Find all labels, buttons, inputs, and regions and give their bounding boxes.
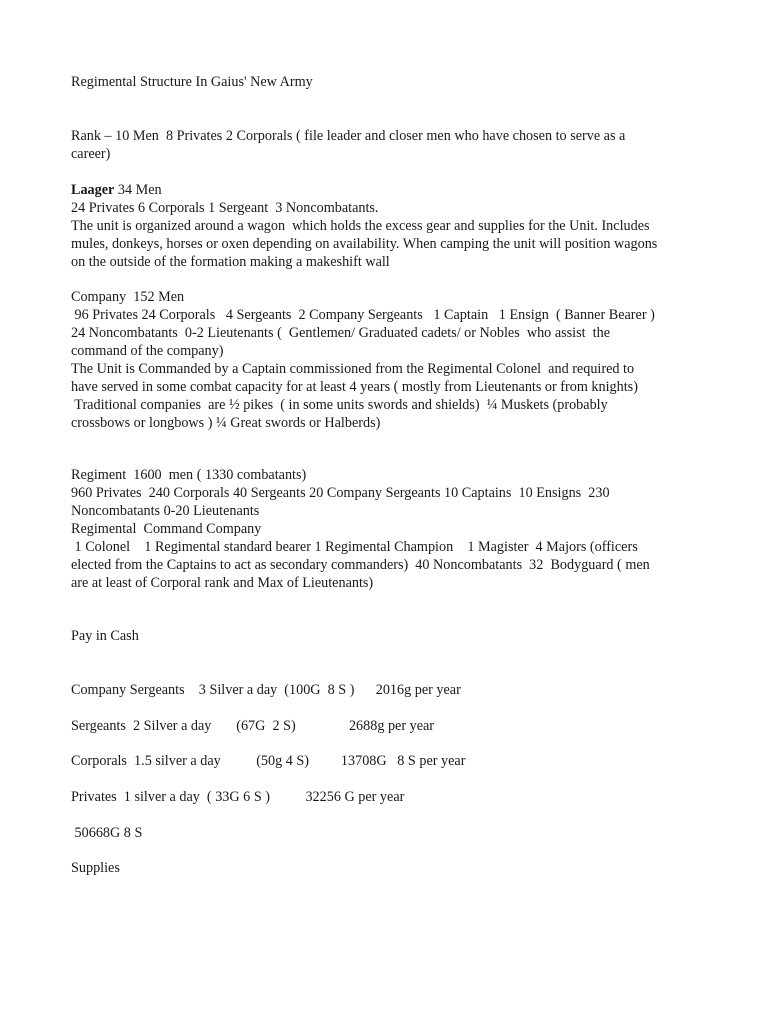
pay-row-privates: Privates 1 silver a day ( 33G 6 S ) 32256 G per year [71,789,405,805]
rank-line-2: career) [71,146,111,162]
regiment-line: Noncombatants 0-20 Lieutenants [71,503,260,519]
laager-heading-line [71,181,162,199]
laager-heading-rest: 34 Men [114,182,162,198]
supplies-heading: Supplies [71,860,120,876]
regiment-line: elected from the Captains to act as secondary commanders) 40 Noncombatants 32 Bodyguard ( men [71,557,650,573]
document-title: Regimental Structure In Gaius' New Army [71,74,313,90]
company-line: Traditional companies are ½ pikes ( in some units swords and shields) ¼ Muskets (probably [71,397,608,413]
laager-heading: Laager [71,182,115,198]
company-line: command of the company) [71,343,224,359]
company-line: have served in some combat capacity for at least 4 years ( mostly from Lieutenants or from knights) [71,379,638,395]
company-line: The Unit is Commanded by a Captain commissioned from the Regimental Colonel and required to [71,361,635,377]
regiment-command-heading: Regimental Command Company [71,521,262,537]
laager-line: on the outside of the formation making a makeshift wall [71,254,390,270]
laager-line: mules, donkeys, horses or oxen depending on availability. When camping the unit will position wagons [71,236,658,252]
rank-line-1: Rank – 10 Men 8 Privates 2 Corporals ( file leader and closer men who have chosen to serve as a [71,128,626,144]
regiment-heading: Regiment 1600 men ( 1330 combatants) [71,467,307,483]
pay-heading: Pay in Cash [71,628,139,644]
company-line: 96 Privates 24 Corporals 4 Sergeants 2 Company Sergeants 1 Captain 1 Ensign ( Banner Bearer ) [71,307,655,323]
regiment-line: are at least of Corporal rank and Max of Lieutenants) [71,575,374,591]
pay-total: 50668G 8 S [71,825,143,841]
laager-line: 24 Privates 6 Corporals 1 Sergeant 3 Noncombatants. [71,200,379,216]
regiment-line: 960 Privates 240 Corporals 40 Sergeants 20 Company Sergeants 10 Captains 10 Ensigns 230 [71,485,610,501]
pay-row-company-sergeants: Company Sergeants 3 Silver a day (100G 8 S ) 2016g per year [71,682,461,698]
pay-row-sergeants: Sergeants 2 Silver a day (67G 2 S) 2688g per year [71,718,435,734]
company-line: crossbows or longbows ) ¼ Great swords or Halberds) [71,415,381,431]
company-line: 24 Noncombatants 0-2 Lieutenants ( Gentlemen/ Graduated cadets/ or Nobles who assist the [71,325,610,341]
laager-line: The unit is organized around a wagon which holds the excess gear and supplies for the Unit. Includes [71,218,650,234]
company-heading: Company 152 Men [71,289,185,305]
pay-row-corporals: Corporals 1.5 silver a day (50g 4 S) 13708G 8 S per year [71,753,466,769]
regiment-line: 1 Colonel 1 Regimental standard bearer 1 Regimental Champion 1 Magister 4 Majors (officers [71,539,638,555]
